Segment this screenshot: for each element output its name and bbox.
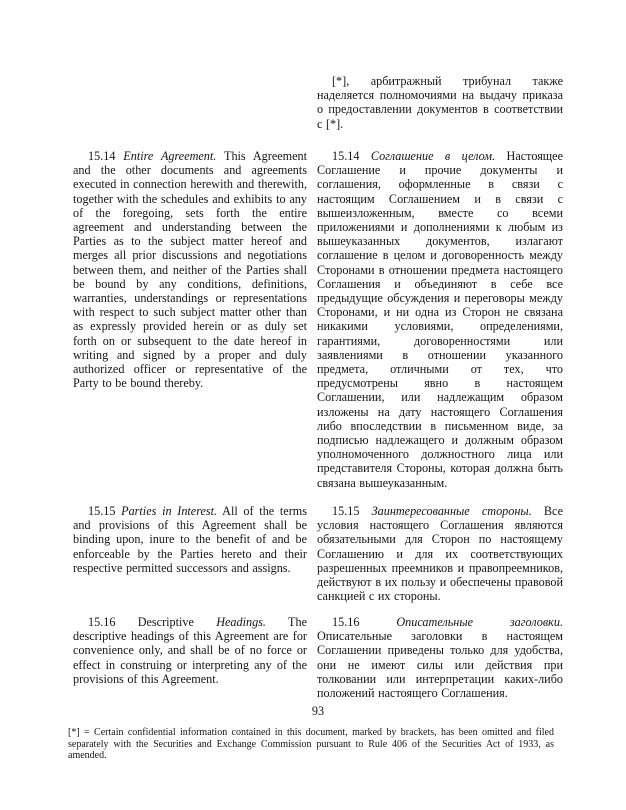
section-title: Headings.	[216, 615, 266, 629]
row-arbitration	[73, 74, 563, 131]
footnote-confidentiality: [*] = Certain confidential information contained in this document, marked by brackets, has been omitted and filed separately with the Securities and Exchange Commission pursuant to Rule 406 of the Securities Act of 1933, as amended.	[68, 727, 554, 762]
right-column	[317, 149, 563, 490]
section-body: Настоящее Соглашение и прочие документы и соглашения, оформленные в связи с настоящим Соглашением и в связи с вышеизложенным, вместе со всеми приложениями и дополнениями к любым из вышеуказанных документов, излагают соглашение в целом и договоренность между Сторонами в отношении предмета настоящего Соглашения и объединяют в себе все предыдущие обсуждения и переговоры между Сторонами, и ни одна из Сторон не связана никакими условиями, определениями, гарантиями, договоренностями или заявлениями в отношении указанного предмета, отличными от тех, что предусмотрены явно в настоящем Соглашении, или надлежащим образом изложены на дату настоящего Соглашения либо впоследствии в письменном виде, за подписью надлежащего и должным образом уполномоченного должностного лица или представителя Стороны, которая должна быть связана вышеуказанным.	[317, 149, 564, 490]
section-15-15-en	[73, 504, 307, 575]
section-number: 15.16	[88, 615, 116, 629]
right-column	[317, 74, 563, 131]
right-column	[317, 615, 563, 700]
left-column	[73, 149, 307, 390]
section-title-prefix: Descriptive	[137, 615, 194, 629]
section-body: Все условия настоящего Соглашения являются обязательными для Сторон по настоящему Соглашению и для их соответствующих разрешенных преемников и правопреемников, действуют в их пользу и обеспечены правовой санкцией с их стороны.	[317, 504, 564, 604]
section-title: Соглашение в целом.	[370, 149, 496, 163]
page-number: 93	[311, 704, 325, 718]
section-15-14-ru	[317, 149, 563, 490]
row-section-15-16	[73, 615, 563, 700]
section-15-16-en	[73, 615, 307, 686]
section-body: The descriptive headings of this Agreement are for convenience only, and shall be of no force or effect in construing or interpreting any of the provisions of this Agreement.	[73, 615, 307, 686]
section-body: This Agreement and the other documents and agreements executed in connection herewith and therewith, together with the schedules and exhibits to any of the foregoing, sets forth the entire agreement and understanding between the Parties as to the subject matter hereof and merges all prior discussions and negotiations between them, and neither of the Parties shall be bound by any conditions, definitions, warranties, understandings or representations with respect to such subject matter other than as expressly provided herein or as duly set forth on or subsequent to the date hereof in writing and signed by a proper and duly authorized officer or representative of the Party to be bound thereby.	[73, 149, 308, 391]
row-section-15-15	[73, 504, 563, 603]
section-number: 15.15	[88, 504, 116, 518]
section-title: Parties in Interest.	[121, 504, 218, 518]
left-column	[73, 504, 307, 575]
row-section-15-14	[73, 149, 563, 490]
section-number: 15.15	[332, 504, 360, 518]
right-column	[317, 504, 563, 603]
left-column	[73, 615, 307, 686]
section-title: Entire Agreement.	[123, 149, 217, 163]
section-body: Описательные заголовки в настоящем Соглашении приведены только для удобства, они не имеют силы или действия при толковании или интерпретации каких-либо положений настоящего Соглашения.	[317, 629, 563, 701]
section-title: Описательные заголовки.	[396, 615, 563, 629]
section-number: 15.16	[332, 615, 360, 629]
section-title: Заинтересованные стороны.	[371, 504, 532, 518]
paragraph-arbitration-ru: [*], арбитражный трибунал также наделяется полномочиями на выдачу приказа о предоставлении документов в соответствии с [*].	[317, 74, 563, 131]
section-15-15-ru	[317, 504, 563, 603]
section-15-14-en	[73, 149, 307, 390]
section-body: All of the terms and provisions of this Agreement shall be binding upon, inure to the benefit of and be enforceable by the Parties hereto and their respective permitted successors and assigns.	[73, 504, 307, 575]
section-number: 15.14	[332, 149, 360, 163]
section-15-16-ru	[317, 615, 563, 700]
section-number: 15.14	[88, 149, 116, 163]
